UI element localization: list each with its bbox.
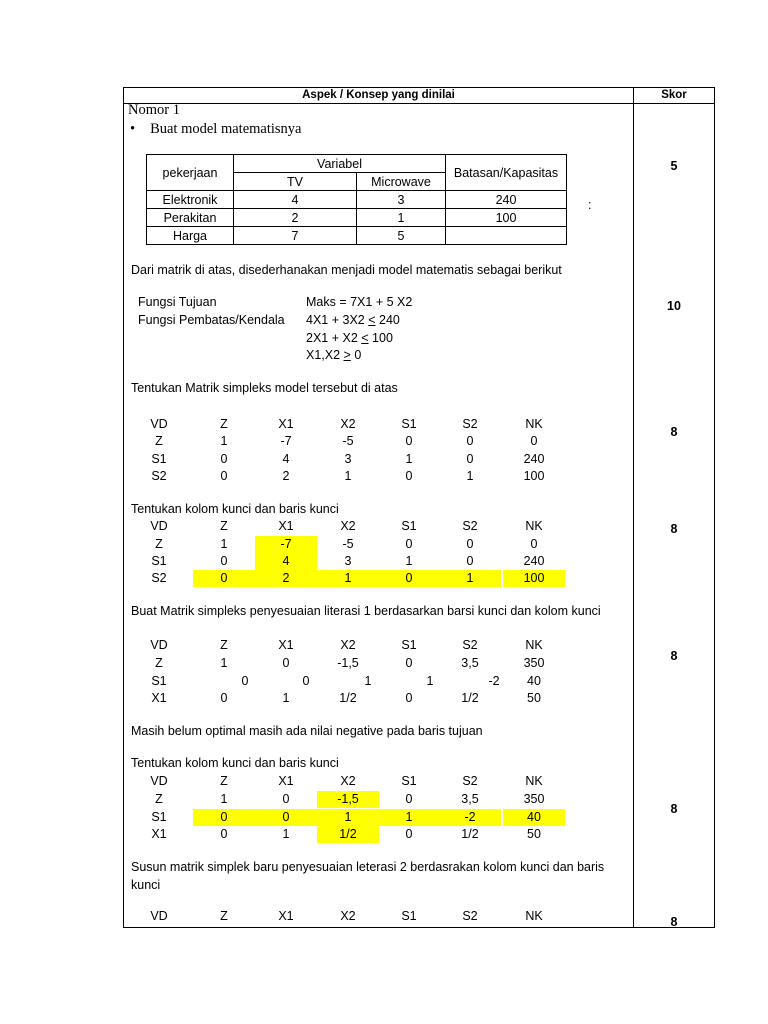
simplex-header-cell: Z (220, 909, 228, 923)
text-kolom-kunci: Tentukan kolom kunci dan baris kunci (131, 502, 339, 516)
constraint-3 (306, 348, 361, 362)
simplex-header-cell: S2 (462, 909, 478, 923)
simplex-cell: S1 (151, 554, 167, 568)
bullet-item (130, 121, 302, 138)
table-cell: Perakitan (147, 209, 234, 227)
simplex-header-cell: VD (150, 519, 168, 533)
simplex-cell: 1 (220, 537, 228, 551)
simplex-header-cell: X2 (340, 774, 356, 788)
constraint-text: 4X1 + 3X2 (306, 313, 369, 327)
simplex-header-cell: NK (525, 519, 543, 533)
score-7: 8 (670, 915, 678, 929)
simplex-cell: 0 (193, 809, 255, 826)
simplex-cell: 1 (466, 469, 474, 483)
simplex-cell: 2 (255, 570, 317, 587)
score-6: 8 (670, 802, 678, 816)
bullet-icon: • (130, 121, 136, 137)
score-5: 8 (670, 649, 678, 663)
simplex-header-cell: S2 (462, 774, 478, 788)
simplex-cell: 0 (466, 452, 474, 466)
score-2: 10 (667, 299, 681, 313)
simplex-header-cell: VD (150, 774, 168, 788)
le-symbol: < (361, 331, 369, 345)
simplex-cell: 1 (405, 554, 413, 568)
simplex-cell: 0 (220, 827, 228, 841)
simplex-row (124, 826, 633, 843)
simplex-cell: 0 (193, 570, 255, 587)
table-cell: 1 (357, 209, 446, 227)
simplex-cell: 0 (220, 691, 228, 705)
simplex-cell: 1 (378, 809, 440, 826)
constraint-text: X1,X2 (306, 348, 344, 362)
simplex-header-cell: S1 (401, 774, 417, 788)
text-iterasi-2-line-2: kunci (131, 878, 161, 892)
simplex-header-cell: X1 (278, 638, 294, 652)
simplex-cell: 0 (530, 434, 538, 448)
simplex-cell: 0 (255, 809, 317, 826)
simplex-cell: S1 (151, 452, 167, 466)
simplex-cell: -7 (255, 536, 317, 553)
table-cell (446, 227, 567, 245)
simplex-cell: 100 (503, 570, 565, 587)
table-cell: 100 (446, 209, 567, 227)
simplex-cell: 0 (220, 452, 228, 466)
simplex-cell: 1 (220, 434, 228, 448)
score-1: 5 (670, 159, 678, 173)
simplex-cell: 1 (364, 674, 372, 688)
simplex-cell: -7 (280, 434, 292, 448)
constraint-rhs: 0 (350, 348, 362, 362)
variabel-header: Variabel (234, 155, 446, 173)
simplex-cell: 0 (378, 570, 440, 587)
simplex-cell: S1 (151, 674, 167, 688)
text-kolom-kunci-2: Tentukan kolom kunci dan baris kunci (131, 756, 339, 770)
simplex-cell: 0 (241, 674, 249, 688)
simplex-cell: 0 (405, 792, 413, 806)
simplex-cell: 0 (405, 827, 413, 841)
simplex-cell: 1 (220, 656, 228, 670)
simplex-cell: 1 (220, 792, 228, 806)
simplex-cell: 3 (344, 452, 352, 466)
simplex-header-row (124, 908, 633, 925)
simplex-header-cell: NK (525, 417, 543, 431)
text-iterasi-2-line-1: Susun matrik simplek baru penyesuaian leterasi 2 berdasrakan kolom kunci dan baris (131, 860, 605, 874)
batasan-header: Batasan/Kapasitas (446, 155, 567, 191)
header-skor: Skor (661, 89, 687, 101)
simplex-header-cell: S1 (401, 638, 417, 652)
simplex-cell: 240 (523, 452, 545, 466)
simplex-header-cell: NK (525, 774, 543, 788)
simplex-header-cell: X1 (278, 774, 294, 788)
simplex-cell: 0 (466, 537, 474, 551)
simplex-cell: Z (155, 537, 163, 551)
simplex-cell: 40 (527, 674, 541, 688)
simplex-header-cell: X2 (340, 909, 356, 923)
simplex-row (124, 791, 633, 808)
table-cell: 3 (357, 191, 446, 209)
simplex-row (124, 553, 633, 570)
simplex-cell: 1/2 (317, 826, 379, 843)
simplex-header-cell: X2 (340, 638, 356, 652)
simplex-header-row (124, 518, 633, 535)
simplex-header-cell: Z (220, 519, 228, 533)
simplex-cell: 1 (282, 691, 290, 705)
simplex-cell: 0 (405, 691, 413, 705)
simplex-row (124, 655, 633, 672)
table-row (147, 227, 567, 245)
nomor-label: Nomor 1 (128, 102, 180, 118)
simplex-header-cell: S2 (462, 417, 478, 431)
text-belum-optimal: Masih belum optimal masih ada nilai negative pada baris tujuan (131, 724, 483, 738)
simplex-cell: X1 (151, 691, 167, 705)
simplex-header-cell: S2 (462, 638, 478, 652)
simplex-row (124, 536, 633, 553)
simplex-header-cell: S1 (401, 519, 417, 533)
table-header (124, 88, 714, 104)
simplex-cell: 1 (344, 469, 352, 483)
simplex-cell: 3 (344, 554, 352, 568)
simplex-cell: 3,5 (461, 656, 479, 670)
simplex-cell: -5 (342, 434, 354, 448)
simplex-cell: X1 (151, 827, 167, 841)
simplex-cell: 50 (527, 691, 541, 705)
simplex-row (124, 433, 633, 450)
bullet-text: Buat model matematisnya (150, 121, 302, 137)
simplex-cell: 1 (439, 570, 501, 587)
fungsi-maks: Maks = 7X1 + 5 X2 (306, 295, 413, 309)
simplex-cell: 350 (523, 656, 545, 670)
simplex-cell: 0 (302, 674, 310, 688)
simplex-cell: -1,5 (317, 791, 379, 808)
simplex-header-cell: VD (150, 417, 168, 431)
simplex-cell: 0 (220, 469, 228, 483)
simplex-cell: 1 (317, 809, 379, 826)
simplex-cell: 0 (405, 656, 413, 670)
variable-table (146, 154, 567, 245)
simplex-cell: 100 (523, 469, 545, 483)
simplex-cell: 0 (530, 537, 538, 551)
table-row (147, 209, 567, 227)
score-3: 8 (670, 425, 678, 439)
simplex-header-cell: VD (150, 909, 168, 923)
simplex-header-cell: X1 (278, 909, 294, 923)
ge-symbol: > (343, 348, 351, 362)
simplex-cell: -1,5 (337, 656, 359, 670)
simplex-cell: 0 (466, 554, 474, 568)
constraint-rhs: 240 (375, 313, 400, 327)
pekerjaan-header: pekerjaan (147, 155, 234, 191)
simplex-cell: 3,5 (461, 792, 479, 806)
table-cell: 7 (234, 227, 357, 245)
simplex-cell: 1 (405, 452, 413, 466)
simplex-header-cell: NK (525, 909, 543, 923)
simplex-row (124, 809, 633, 826)
score-4: 8 (670, 522, 678, 536)
table-cell: Harga (147, 227, 234, 245)
simplex-header-cell: X2 (340, 417, 356, 431)
simplex-header-cell: S2 (462, 519, 478, 533)
simplex-header-cell: Z (220, 774, 228, 788)
simplex-cell: 1/2 (339, 691, 357, 705)
simplex-header-cell: Z (220, 417, 228, 431)
colon-mark: : (588, 198, 592, 212)
simplex-cell: S1 (151, 810, 167, 824)
table-cell: 5 (357, 227, 446, 245)
simplex-cell: Z (155, 792, 163, 806)
simplex-header-cell: S1 (401, 417, 417, 431)
simplex-cell: 0 (282, 656, 290, 670)
simplex-cell: 0 (405, 434, 413, 448)
simplex-cell: 1 (282, 827, 290, 841)
simplex-cell: 240 (523, 554, 545, 568)
simplex-cell: 0 (405, 469, 413, 483)
tv-header: TV (234, 173, 357, 191)
simplex-cell: 4 (282, 452, 290, 466)
fungsi-pembatas-label: Fungsi Pembatas/Kendala (138, 313, 285, 327)
simplex-row (124, 451, 633, 468)
table-cell: Elektronik (147, 191, 234, 209)
simplex-cell: 0 (282, 792, 290, 806)
table-row (147, 191, 567, 209)
simplex-cell: 4 (255, 553, 317, 570)
table-cell: 4 (234, 191, 357, 209)
text-iterasi-1: Buat Matrik simpleks penyesuaian literasi 1 berdasarkan barsi kunci dan kolom kunci (131, 604, 601, 618)
simplex-header-cell: NK (525, 638, 543, 652)
simplex-header-row (124, 773, 633, 790)
microwave-header: Microwave (357, 173, 446, 191)
simplex-cell: 0 (405, 537, 413, 551)
simplex-header-cell: X1 (278, 417, 294, 431)
le-symbol: < (368, 313, 376, 327)
simplex-header-cell: Z (220, 638, 228, 652)
header-aspek: Aspek / Konsep yang dinilai (302, 89, 455, 101)
simplex-row (124, 690, 633, 707)
constraint-2 (306, 331, 393, 345)
simplex-cell: Z (155, 656, 163, 670)
simplex-cell: S2 (151, 469, 167, 483)
simplex-header-cell: X2 (340, 519, 356, 533)
simplex-cell: 40 (503, 809, 565, 826)
text-tentukan-matrik: Tentukan Matrik simpleks model tersebut di atas (131, 381, 398, 395)
constraint-1 (306, 313, 400, 327)
text-matrik: Dari matrik di atas, disederhanakan menjadi model matematis sebagai berikut (131, 263, 562, 277)
simplex-row (124, 570, 633, 587)
simplex-cell: 1 (317, 570, 379, 587)
simplex-header-row (124, 416, 633, 433)
simplex-cell: 1/2 (461, 691, 479, 705)
simplex-row (124, 468, 633, 485)
simplex-cell: -5 (342, 537, 354, 551)
simplex-cell: 1 (426, 674, 434, 688)
simplex-cell: -2 (488, 674, 500, 688)
table-cell: 240 (446, 191, 567, 209)
simplex-cell: 0 (220, 554, 228, 568)
constraint-text: 2X1 + X2 (306, 331, 362, 345)
fungsi-tujuan-label: Fungsi Tujuan (138, 295, 217, 309)
simplex-cell: 2 (282, 469, 290, 483)
simplex-row (124, 673, 633, 690)
table-cell: 2 (234, 209, 357, 227)
simplex-header-cell: X1 (278, 519, 294, 533)
simplex-header-cell: S1 (401, 909, 417, 923)
simplex-header-cell: VD (150, 638, 168, 652)
simplex-cell: 1/2 (461, 827, 479, 841)
simplex-cell: 50 (527, 827, 541, 841)
simplex-cell: 350 (523, 792, 545, 806)
simplex-cell: 0 (466, 434, 474, 448)
simplex-cell: S2 (151, 571, 167, 585)
constraint-rhs: 100 (368, 331, 393, 345)
simplex-cell: -2 (439, 809, 501, 826)
simplex-cell: Z (155, 434, 163, 448)
assessment-sheet (123, 87, 715, 928)
simplex-header-row (124, 637, 633, 654)
